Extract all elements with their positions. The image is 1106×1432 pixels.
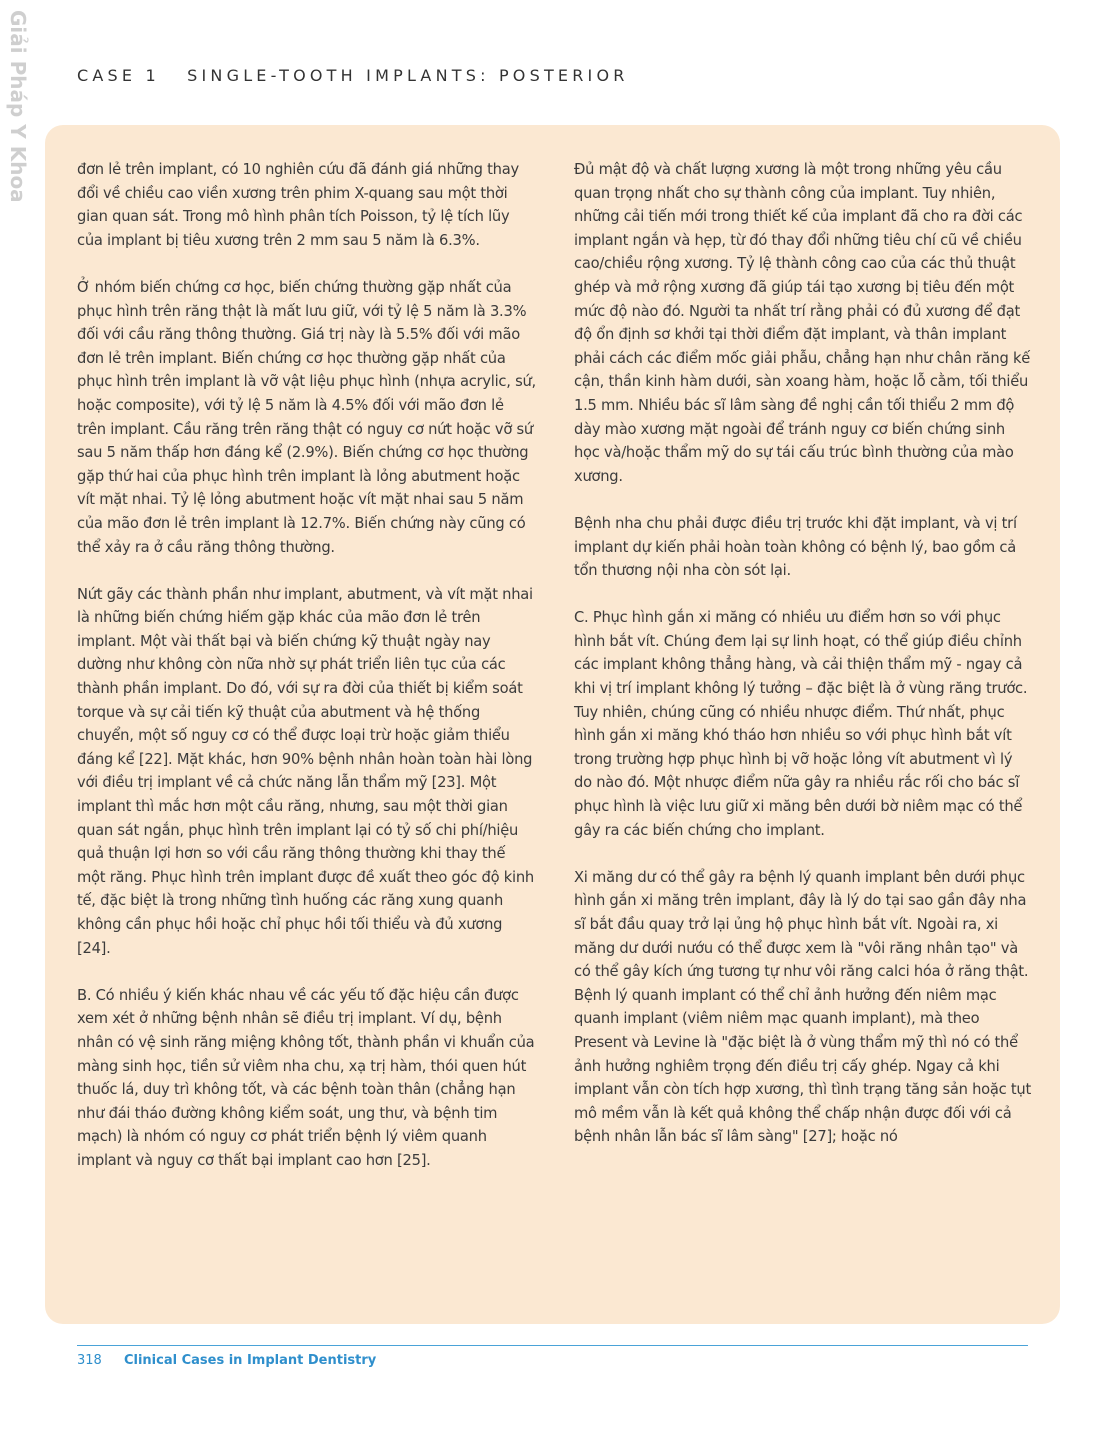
right-column [574,158,1034,1173]
case-label: CASE 1 [77,66,160,85]
book-title: Clinical Cases in Implant Dentistry [123,1353,377,1368]
paragraph: Xi măng dư có thể gây ra bệnh lý quanh implant bên dưới phục hình gắn xi măng trên implant, đây là lý do tại sao gần đây nha sĩ bắt đầu quay trở lại ủng hộ phục hình bắt vít. Ngoài ra, xi măng dư dưới nướu có thể được xem là "vôi răng nhân tạo" và có thể gây kích ứng tương tự như vôi răng calci hóa ở răng thật. Bệnh lý quanh implant có thể chỉ ảnh hưởng đến niêm mạc quanh implant (viêm niêm mạc quanh implant), mà theo Present và Levine là "đặc biệt là ở vùng thẩm mỹ thì nó có thể ảnh hưởng nghiêm trọng đến điều trị cấy ghép. Ngay cả khi implant vẫn còn tích hợp xương, thì tình trạng tăng sản hoặc tụt mô mềm vẫn là kết quả không thể chấp nhận được đối với cả bệnh nhân lẫn bác sĩ lâm sàng" [27]; hoặc nó [574,868,1031,1146]
watermark-text: Giải Pháp Y Khoa [6,10,30,203]
paragraph: đơn lẻ trên implant, có 10 nghiên cứu đã đánh giá những thay đổi về chiều cao viền xương trên phim X-quang sau một thời gian quan sát. Trong mô hình phân tích Poisson, tỷ lệ tích lũy của implant bị tiêu xương trên 2 mm sau 5 năm là 6.3%. [77,161,519,249]
paragraph: C. Phục hình gắn xi măng có nhiều ưu điểm hơn so với phục hình bắt vít. Chúng đem lại sự linh hoạt, có thể giúp điều chỉnh các implant không thẳng hàng, và cải thiện thẩm mỹ - ngay cả khi vị trí implant không lý tưởng – đặc biệt là ở vùng răng trước. Tuy nhiên, chúng cũng có nhiều nhược điểm. Thứ nhất, phục hình gắn xi măng khó tháo hơn nhiều so với phục hình bắt vít trong trường hợp phục hình bị vỡ hoặc lỏng vít abutment vì lý do nào đó. Một nhược điểm nữa gây ra nhiều rắc rối cho bác sĩ phục hình là việc lưu giữ xi măng bên dưới bờ niêm mạc có thể gây ra các biến chứng cho implant. [574,609,1028,839]
paragraph: Đủ mật độ và chất lượng xương là một trong những yêu cầu quan trọng nhất cho sự thành công của implant. Tuy nhiên, những cải tiến mới trong thiết kế của implant đã cho ra đời các implant ngắn và hẹp, từ đó thay đổi những tiêu chí cũ về chiều cao/chiều rộng xương. Tỷ lệ thành công cao của các thủ thuật ghép và mở rộng xương đã giúp tái tạo xương bị tiêu đến một mức độ nào đó. Người ta nhất trí rằng phải có đủ xương để đạt độ ổn định sơ khởi tại thời điểm đặt implant, và thân implant phải cách các điểm mốc giải phẫu, chẳng hạn như chân răng kế cận, thần kinh hàm dưới, sàn xoang hàm, hoặc lỗ cằm, tối thiểu 1.5 mm. Nhiều bác sĩ lâm sàng đề nghị cần tối thiểu 2 mm độ dày mào xương mặt ngoài để tránh nguy cơ biến chứng sinh học và/hoặc thẩm mỹ do sự tái cấu trúc bình thường của mào xương. [574,161,1031,485]
paragraph: B. Có nhiều ý kiến khác nhau về các yếu tố đặc hiệu cần được xem xét ở những bệnh nhân sẽ điều trị implant. Ví dụ, bệnh nhân có vệ sinh răng miệng không tốt, thành phần vi khuẩn của màng sinh học, tiền sử viêm nha chu, xạ trị hàm, thói quen hút thuốc lá, duy trì không tốt, và các bệnh toàn thân (chẳng hạn như đái tháo đường không kiểm soát, ung thư, và bệnh tim mạch) là nhóm có nguy cơ phát triển bệnh lý viêm quanh implant và nguy cơ thất bại implant cao hơn [25]. [77,986,535,1169]
page-number: 318 [77,1353,102,1368]
footer-divider [77,1345,1028,1346]
paragraph: Nứt gãy các thành phần như implant, abutment, và vít mặt nhai là những biến chứng hiếm gặp khác của mão đơn lẻ trên implant. Một vài thất bại và biến chứng kỹ thuật ngày nay dường như không còn nữa nhờ sự phát triển liên tục của các thành phần implant. Do đó, với sự ra đời của thiết bị kiểm soát torque và sự cải tiến kỹ thuật của abutment và hệ thống chuyển, một số nguy cơ có thể được loại trừ hoặc giảm thiểu đáng kể [22]. Mặt khác, hơn 90% bệnh nhân hoàn toàn hài lòng với điều trị implant về cả chức năng lẫn thẩm mỹ [23]. Một implant thì mắc hơn một cầu răng, nhưng, sau một thời gian quan sát ngắn, phục hình trên implant lại có tỷ số chi phí/hiệu quả thuận lợi hơn so với cầu răng thông thường khi thay thế một răng. Phục hình trên implant được đề xuất theo góc độ kinh tế, đặc biệt là trong những tình huống các răng xung quanh không cần phục hồi hoặc chỉ phục hồi tối thiểu và đủ xương [24]. [77,585,534,957]
running-header [77,66,629,85]
page-footer [77,1353,376,1368]
chapter-title: SINGLE-TOOTH IMPLANTS: POSTERIOR [187,66,629,85]
left-column [77,158,537,1196]
paragraph: Ở nhóm biến chứng cơ học, biến chứng thường gặp nhất của phục hình trên răng thật là mất lưu giữ, với tỷ lệ 5 năm là 3.3% đối với cầu răng thông thường. Giá trị này là 5.5% đối với mão đơn lẻ trên implant. Biến chứng cơ học thường gặp nhất của phục hình trên implant là vỡ vật liệu phục hình (nhựa acrylic, sứ, hoặc composite), với tỷ lệ 5 năm là 4.5% đối với mão đơn lẻ trên implant. Cầu răng trên răng thật có nguy cơ nứt hoặc vỡ sứ sau 5 năm thấp hơn đáng kể (2.9%). Biến chứng cơ học thường gặp thứ hai của phục hình trên implant là lỏng abutment hoặc vít mặt nhai. Tỷ lệ lỏng abutment hoặc vít mặt nhai sau 5 năm của mão đơn lẻ trên implant là 12.7%. Biến chứng này cũng có thể xảy ra ở cầu răng thông thường. [77,278,536,556]
paragraph: Bệnh nha chu phải được điều trị trước khi đặt implant, và vị trí implant dự kiến phải hoàn toàn không có bệnh lý, bao gồm cả tổn thương nội nha còn sót lại. [574,514,1017,580]
